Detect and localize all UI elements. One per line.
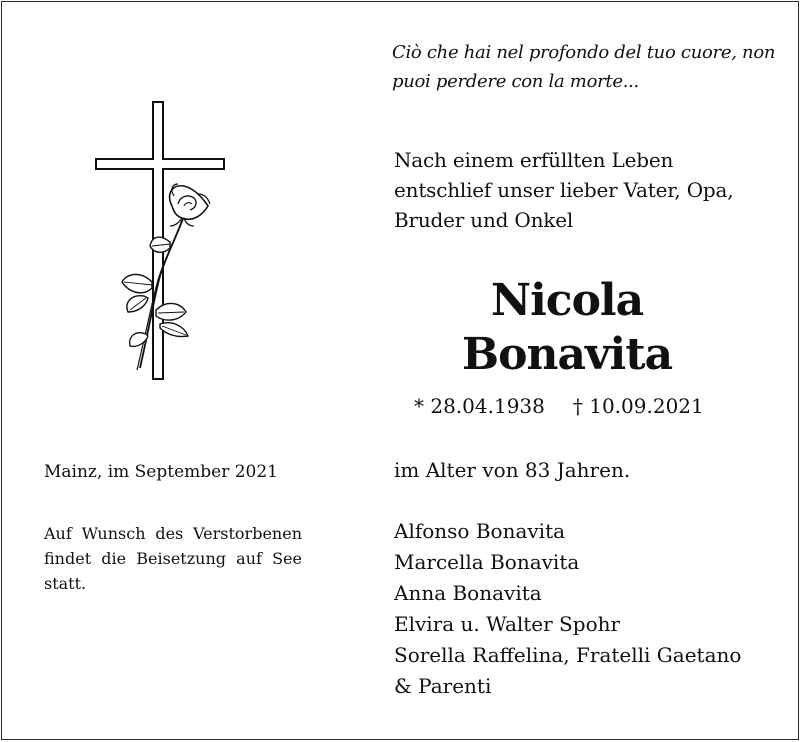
mourners-list (394, 516, 794, 702)
mourner-name: Elvira u. Walter Spohr (394, 612, 621, 636)
burial-word: auf (236, 549, 262, 568)
death-date: † 10.09.2021 (572, 394, 704, 418)
burial-word: Auf (44, 524, 72, 543)
mourner-name: Sorella Raffelina, Fratelli Gaetano (394, 643, 742, 667)
mourner-name: & Parenti (394, 674, 492, 698)
burial-word: Wunsch (81, 524, 146, 543)
announcement-intro (394, 145, 774, 235)
quote-line: Ciò che hai nel profondo del tuo cuore, non (392, 42, 776, 63)
obituary-notice (1, 1, 799, 740)
age-at-death: im Alter von 83 Jahren. (394, 458, 631, 482)
burial-word: Verstorbenen (193, 524, 302, 543)
burial-word: des (155, 524, 184, 543)
cross-with-rose-icon (88, 98, 233, 383)
last-name: Bonavita (461, 329, 673, 380)
intro-line: Bruder und Onkel (394, 208, 574, 232)
quote-line: puoi perdere con la morte... (392, 71, 639, 92)
burial-word: die (101, 549, 127, 568)
intro-line: Nach einem erfüllten Leben (394, 148, 674, 172)
memorial-quote (392, 38, 776, 96)
burial-note (44, 521, 302, 596)
burial-line (44, 521, 302, 546)
place-and-date: Mainz, im September 2021 (44, 462, 278, 482)
burial-line: statt. (44, 574, 87, 593)
burial-word: Beisetzung (136, 549, 226, 568)
first-name: Nicola (490, 275, 644, 326)
mourner-name: Alfonso Bonavita (394, 519, 566, 543)
birth-date: * 28.04.1938 (414, 394, 545, 418)
intro-line: entschlief unser lieber Vater, Opa, (394, 178, 734, 202)
burial-line (44, 546, 302, 571)
deceased-name (392, 274, 742, 382)
mourner-name: Marcella Bonavita (394, 550, 580, 574)
burial-word: findet (44, 549, 92, 568)
mourner-name: Anna Bonavita (394, 581, 542, 605)
life-dates (414, 392, 774, 420)
burial-word: See (272, 549, 302, 568)
